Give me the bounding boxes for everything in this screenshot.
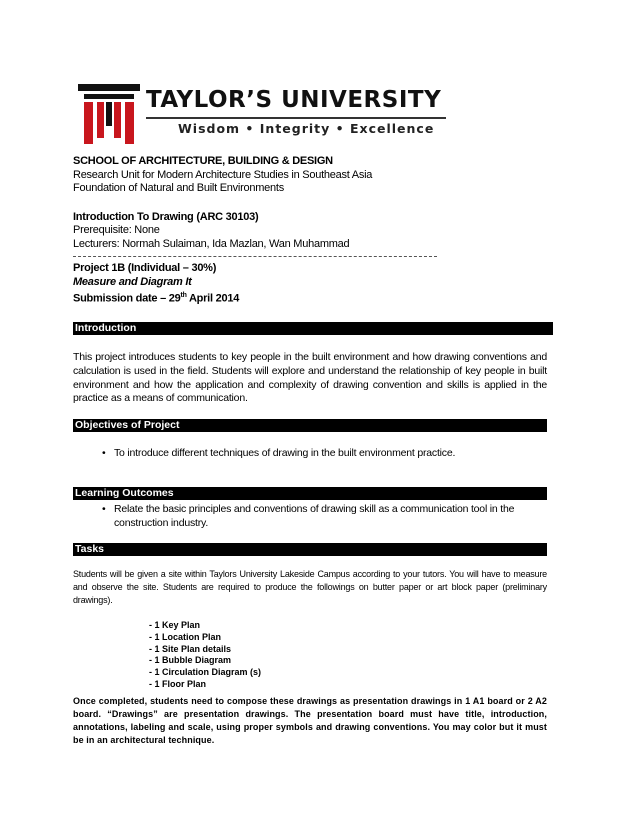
outcome-item bbox=[102, 503, 547, 531]
university-crest-icon bbox=[78, 84, 140, 144]
list-item: - 1 Location Plan bbox=[149, 631, 222, 642]
university-logo bbox=[78, 84, 448, 144]
project-title: Project 1B (Individual – 30%) bbox=[73, 262, 217, 274]
submission-sup: th bbox=[180, 292, 187, 299]
list-item: - 1 Bubble Diagram bbox=[149, 655, 232, 666]
logo-name: TAYLOR’S UNIVERSITY bbox=[146, 87, 442, 113]
list-item: - 1 Site Plan details bbox=[149, 643, 232, 654]
section-heading-tasks: Tasks bbox=[73, 543, 547, 556]
bullet-icon: • bbox=[102, 447, 106, 459]
tasks-list bbox=[149, 620, 261, 691]
submission-prefix: Submission date – 29 bbox=[73, 292, 181, 305]
document-header bbox=[73, 155, 547, 306]
list-item: - 1 Key Plan bbox=[149, 620, 201, 630]
submission-suffix: April 2014 bbox=[186, 292, 240, 305]
school-name: SCHOOL OF ARCHITECTURE, BUILDING & DESIGN bbox=[73, 155, 333, 167]
introduction-text: This project introduces students to key people in the built environment and how drawing conventions and calculation is used in the field. Students will explore and understand the relationship of key people in built environment and how the application and complexity of drawing convention and skills is applied in the practice as a means of communication. bbox=[73, 351, 547, 405]
submission-date bbox=[73, 289, 547, 306]
lecturers: Lecturers: Normah Sulaiman, Ida Mazlan, Wan Muhammad bbox=[73, 237, 350, 250]
project-subtitle: Measure and Diagram It bbox=[73, 275, 192, 288]
prerequisite: Prerequisite: None bbox=[73, 224, 160, 236]
objective-item bbox=[102, 447, 547, 461]
section-heading-introduction: Introduction bbox=[73, 322, 553, 335]
logo-divider bbox=[146, 117, 446, 119]
programme-name: Foundation of Natural and Built Environments bbox=[73, 182, 284, 194]
objective-text: To introduce different techniques of drawing in the built environment practice. bbox=[114, 447, 456, 459]
section-heading-objectives: Objectives of Project bbox=[73, 419, 547, 432]
course-title: Introduction To Drawing (ARC 30103) bbox=[73, 210, 259, 223]
section-heading-outcomes: Learning Outcomes bbox=[73, 487, 547, 500]
dashed-divider bbox=[73, 256, 437, 257]
bullet-icon: • bbox=[102, 503, 106, 515]
tasks-closing: Once completed, students need to compose these drawings as presentation drawings in 1 A1 board or 2 A2 board. “Drawings” are presentation drawings. The presentation board must have title, introduction, annotations, labeling and scale, using proper symbols and drawing conventions. You may color but it must be in an architectural technique. bbox=[73, 696, 547, 745]
outcome-text: Relate the basic principles and conventions of drawing skill as a communication tool in the construction industry. bbox=[114, 503, 515, 529]
logo-motto: Wisdom • Integrity • Excellence bbox=[178, 121, 435, 136]
research-unit: Research Unit for Modern Architecture Studies in Southeast Asia bbox=[73, 168, 373, 181]
list-item: - 1 Floor Plan bbox=[149, 678, 207, 689]
list-item: - 1 Circulation Diagram (s) bbox=[149, 667, 262, 678]
tasks-intro: Students will be given a site within Taylors University Lakeside Campus according to your tutors. You will have to measure and observe the site. Students are required to produce the followings on butter paper or art block paper (preliminary drawings). bbox=[73, 569, 547, 605]
